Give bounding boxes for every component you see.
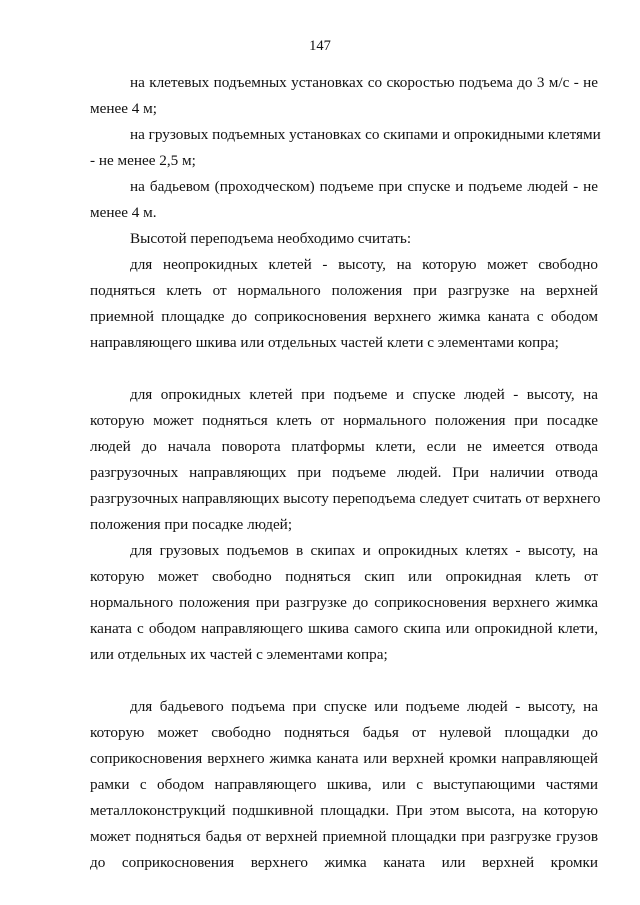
text-line: каната с ободом направляющего шкива самого скипа или опрокидной клети, bbox=[90, 620, 598, 637]
page-number: 147 bbox=[309, 38, 331, 54]
text-line: положения при посадке людей; bbox=[90, 516, 293, 533]
text-line: соприкосновения верхнего жимка каната или верхней кромки направляющей bbox=[90, 750, 598, 767]
text-line: людей до начала поворота платформы клети, если не имеется отвода bbox=[90, 438, 598, 455]
text-line: приемной площадке до соприкосновения верхнего жимка каната с ободом bbox=[90, 308, 598, 325]
text-line: для неопрокидных клетей - высоту, на которую может свободно bbox=[130, 256, 598, 273]
text-line: на клетевых подъемных установках со скоростью подъема до 3 м/с - не bbox=[130, 74, 598, 91]
text-line: менее 4 м. bbox=[90, 204, 157, 221]
text-line: разгрузочных направляющих при подъеме людей. При наличии отвода bbox=[90, 464, 598, 481]
text-line: на бадьевом (проходческом) подъеме при спуске и подъеме людей - не bbox=[130, 178, 598, 195]
text-line: подняться клеть от нормального положения при разгрузке на верхней bbox=[90, 282, 598, 299]
text-line: нормального положения при разгрузке до соприкосновения верхнего жимка bbox=[90, 594, 598, 611]
text-line: рамки с ободом направляющего шкива, или с выступающими частями bbox=[90, 776, 598, 793]
text-line: для грузовых подъемов в скипах и опрокидных клетях - высоту, на bbox=[130, 542, 598, 559]
text-line: или отдельных их частей с элементами копра; bbox=[90, 646, 388, 663]
text-line: - не менее 2,5 м; bbox=[90, 152, 196, 169]
text-line: для опрокидных клетей при подъеме и спуске людей - высоту, на bbox=[130, 386, 598, 403]
text-line: может подняться бадья от верхней приемной площадки при разгрузке грузов bbox=[90, 828, 598, 845]
text-line: металлоконструкций подшкивной площадки. При этом высота, на которую bbox=[90, 802, 598, 819]
text-line: которую может подняться клеть от нормального положения при посадке bbox=[90, 412, 598, 429]
text-line: которую может свободно подняться скип или опрокидная клеть от bbox=[90, 568, 598, 585]
text-line: Высотой переподъема необходимо считать: bbox=[130, 230, 412, 247]
text-line: на грузовых подъемных установках со скипами и опрокидными клетями bbox=[130, 126, 601, 143]
text-line: до соприкосновения верхнего жимка каната или верхней кромки bbox=[90, 854, 598, 871]
text-line: разгрузочных направляющих высоту переподъема следует считать от верхнего bbox=[90, 490, 601, 507]
text-line: для бадьевого подъема при спуске или подъеме людей - высоту, на bbox=[130, 698, 598, 715]
text-line: направляющего шкива или отдельных частей клети с элементами копра; bbox=[90, 334, 559, 351]
text-line: которую может свободно подняться бадья от нулевой площадки до bbox=[90, 724, 598, 741]
text-line: менее 4 м; bbox=[90, 100, 157, 117]
